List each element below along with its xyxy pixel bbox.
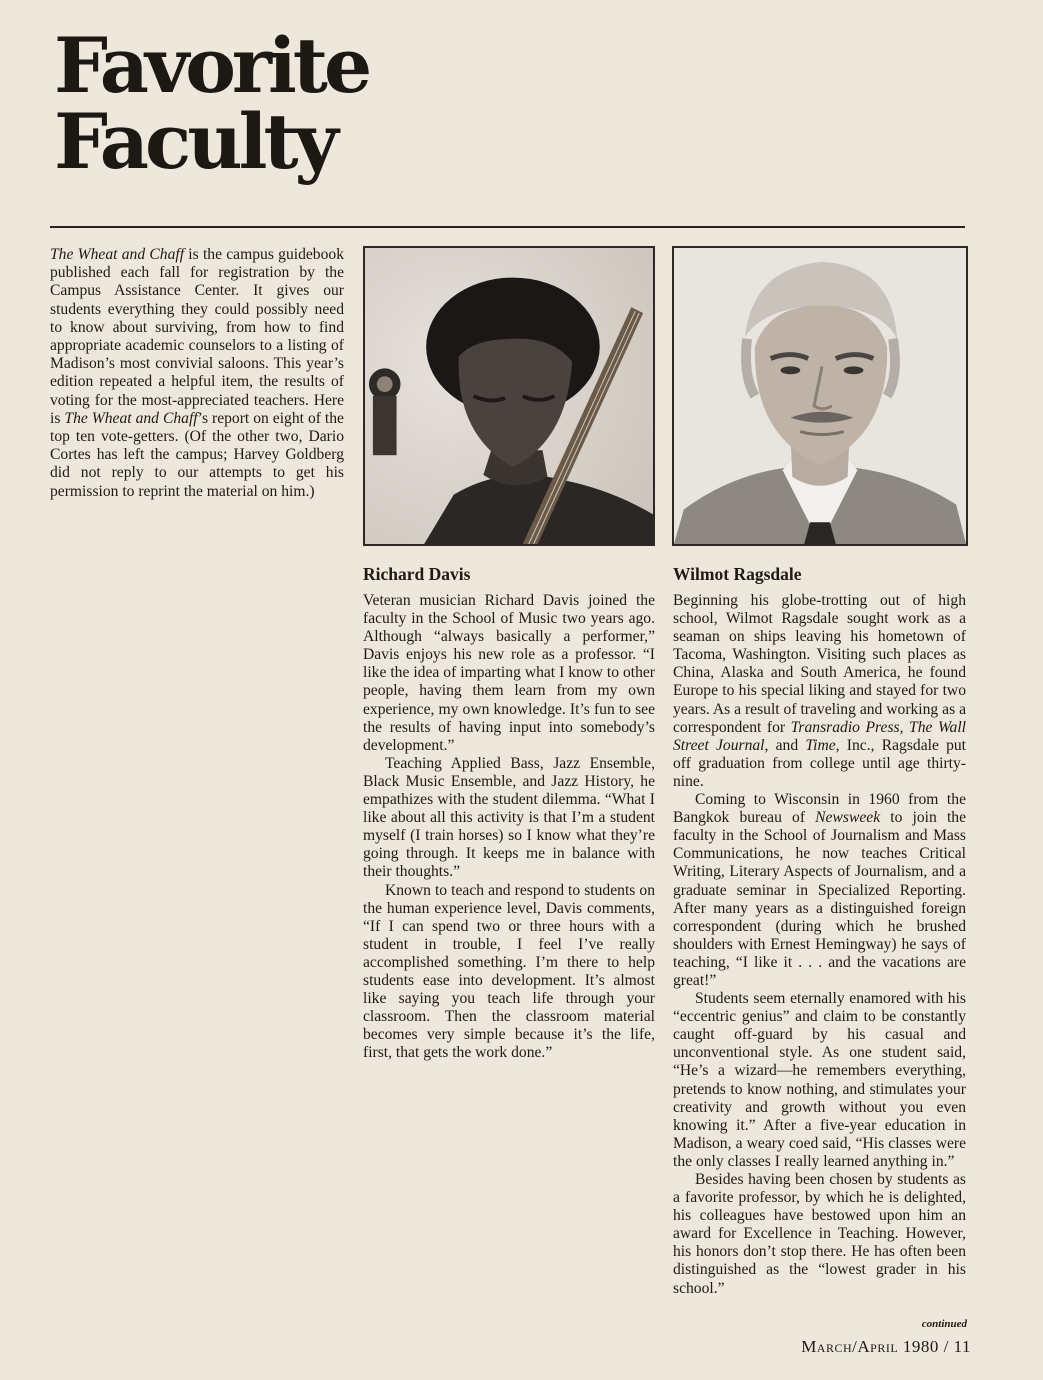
wilmot-ragsdale-article — [673, 592, 966, 1298]
article-paragraph — [673, 791, 966, 990]
title-rule — [50, 226, 965, 228]
intro-text-1: is the campus guidebook published each fall for registration by the Campus Assistance Center. It gives our students everything they could possibly need to know about surviving, from how to find appropriate academic counselors to a listing of Madison’s most convivial saloons. This year’s edition repeated a helpful item, the results of voting for the most-appreciated teachers. Here is — [50, 246, 344, 427]
article-paragraph: Veteran musician Richard Davis joined the faculty in the School of Music two years ago. Although “always basically a performer,” Davis enjoys his new role as a professor. “I like the idea of imparting what I know to other people, having them learn from my own experience, my own knowledge. It’s fun to see the results of having input into somebody’s development.” — [363, 592, 655, 754]
article-paragraph: Besides having been chosen by students as a favorite professor, by which he is delighted, his colleagues have bestowed upon him an award for Excellence in Teaching. However, his honors don’t stop there. He has often been distinguished as the “lowest grader in his school.” — [673, 1171, 966, 1297]
publication-name: Time, — [805, 736, 840, 754]
article-paragraph: Students seem eternally enamored with his “eccentric genius” and claim to be constantly caught off-guard by his casual and unconventional style. As one student said, “He’s a wizard—he remembers everything, pretends to know nothing, and stimulates your creativity and growth without you even knowing it.” After a five-year education in Madison, a weary coed said, “His classes were the only classes I really learned anything in.” — [673, 990, 966, 1170]
text-run: Coming to Wisconsin in 1960 from the Bangkok bureau of — [673, 791, 966, 827]
page-title — [54, 21, 369, 186]
continued-note: continued — [921, 1318, 967, 1330]
title-line-2: Faculty — [54, 97, 335, 186]
publication-name: The Wheat and Chaff — [50, 246, 185, 263]
text-run: Inc., Ragsdale put off graduation from college until age thirty-nine. — [673, 736, 967, 790]
text-run: Beginning his globe-trotting out of high school, Wilmot Ragsdale sought work as a seaman on ships leaving his hometown of Tacoma, Washington. Visiting such places as China, Alaska and South America, he found Europe to his special liking and stayed for two years. As a result of traveling and working as a correspondent for — [673, 592, 966, 736]
profile-name-richard-davis: Richard Davis — [363, 564, 471, 584]
profile-name-wilmot-ragsdale: Wilmot Ragsdale — [673, 564, 802, 584]
article-paragraph — [673, 592, 966, 791]
publication-name: Transradio Press, The Wall Street Journal, — [673, 718, 966, 754]
richard-davis-photo — [363, 246, 655, 546]
richard-davis-article — [363, 592, 655, 1062]
text-run: to join the faculty in the School of Journalism and Mass Communications, he now teaches Critical Writing, Literary Aspects of Journalism, and a graduate seminar in Specialized Reporting. After many years as a distinguished foreign correspondent (during which he brushed shoulders with Ernest Hemingway) he says of teaching, “I like it . . . and the vacations are great!” — [673, 809, 966, 989]
wilmot-ragsdale-photo — [672, 246, 968, 546]
article-paragraph: Teaching Applied Bass, Jazz Ensemble, Black Music Ensemble, and Jazz History, he empathizes with the student dilemma. “What I like about all this activity is that I’m a student myself (I train horses) so I know what they’re going through. It keeps me in balance with their thoughts.” — [363, 754, 655, 881]
article-paragraph: Known to teach and respond to students on the human experience level, Davis comments, “If I can spend two or three hours with a student in trouble, I feel I’ve really accomplished something. I’m there to help students ease into development. It’s almost like saying you teach life through your classroom. Then the classroom material becomes very simple because it’s the life, first, that gets the work done.” — [363, 881, 655, 1062]
text-run: and — [768, 736, 806, 754]
publication-name: Newsweek — [815, 809, 881, 827]
title-line-1: Favorite — [54, 21, 369, 110]
intro-text-2: ’s report on eight of the top ten vote-getters. (Of the other two, Dario Cortes has left the campus; Harvey Goldberg did not reply to our attempts to get his permission to reprint the material on him.) — [50, 409, 344, 500]
publication-name-2: The Wheat and Chaff — [64, 409, 198, 427]
intro-paragraph — [50, 246, 344, 501]
page-folio: March/April 1980 / 11 — [801, 1337, 971, 1356]
